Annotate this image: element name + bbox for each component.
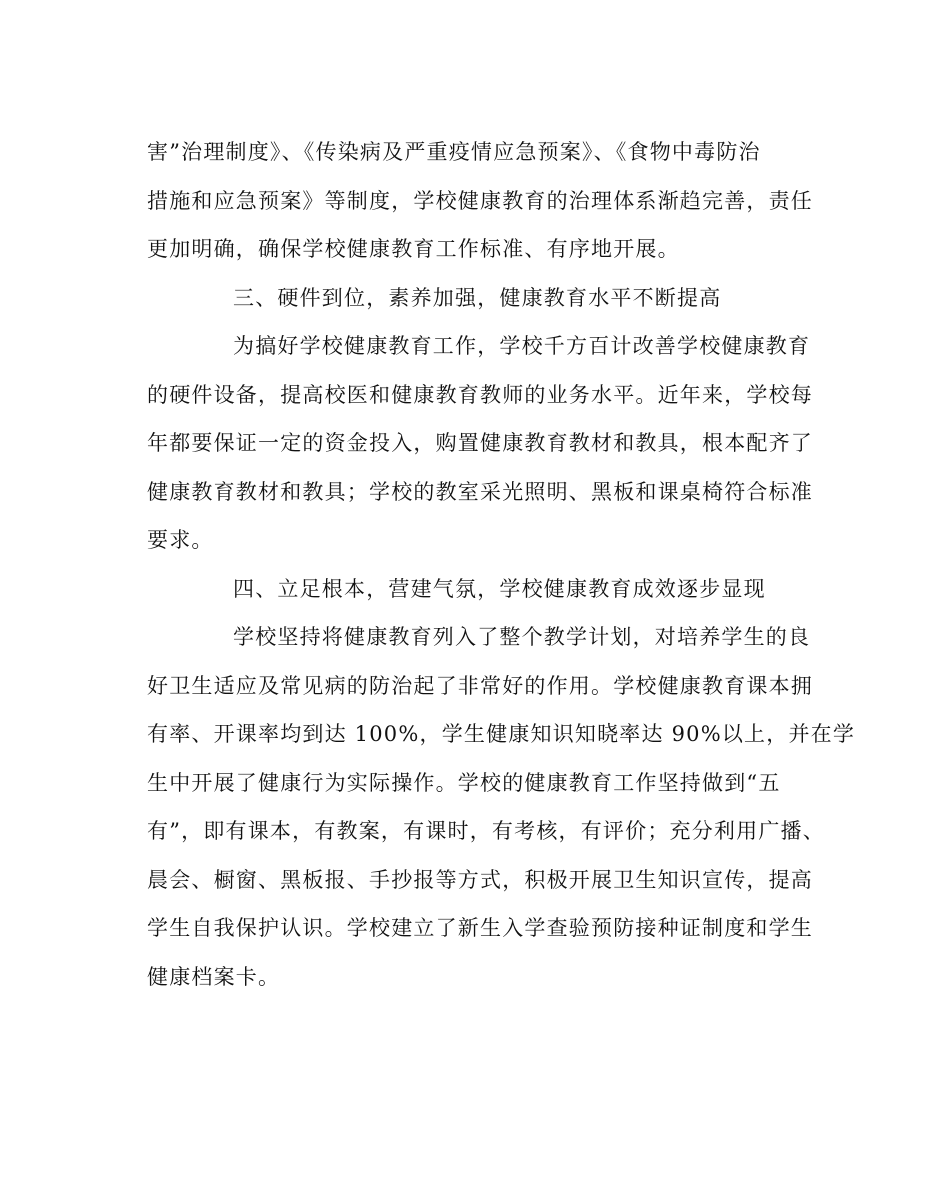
text-line: 害”治理制度》、《传染病及严重疫情应急预案》、《食物中毒防治 (147, 140, 761, 164)
paragraph-first-line: 为搞好学校健康教育工作，学校千方百计改善学校健康教育 (233, 334, 811, 358)
document-body (147, 128, 856, 1001)
text-line: 学生自我保护认识。学校建立了新生入学查验预防接种证制度和学生 (147, 916, 813, 940)
text-line: 有率、开课率均到达 100%，学生健康知识知晓率达 90%以上，并在学 (147, 722, 856, 746)
section-heading-4: 四、立足根本，营建气氛，学校健康教育成效逐步显现 (233, 576, 766, 601)
text-line: 有”，即有课本，有教案，有课时，有考核，有评价；充分利用广播、 (147, 819, 825, 843)
text-line: 健康档案卡。 (147, 964, 281, 989)
text-line: 要求。 (147, 528, 214, 552)
paragraph-first-line: 学校坚持将健康教育列入了整个教学计划，对培养学生的良 (233, 625, 811, 649)
text-line: 健康教育教材和教具；学校的教室采光照明、黑板和课桌椅符合标准 (147, 479, 813, 504)
text-line: 的硬件设备，提高校医和健康教育教师的业务水平。近年来，学校每 (147, 382, 813, 407)
section-heading-3: 三、硬件到位，素养加强，健康教育水平不断提高 (233, 285, 722, 310)
text-line: 晨会、橱窗、黑板报、手抄报等方式，积极开展卫生知识宣传，提高 (147, 867, 813, 892)
text-line: 年都要保证一定的资金投入，购置健康教育教材和教具，根本配齐了 (147, 431, 813, 455)
text-line: 措施和应急预案》等制度，学校健康教育的治理体系渐趋完善，责任 (147, 188, 813, 213)
text-line: 生中开展了健康行为实际操作。学校的健康教育工作坚持做到“五 (147, 770, 781, 795)
text-line: 好卫生适应及常见病的防治起了非常好的作用。学校健康教育课本拥 (147, 673, 813, 698)
text-line: 更加明确，确保学校健康教育工作标准、有序地开展。 (147, 237, 680, 261)
